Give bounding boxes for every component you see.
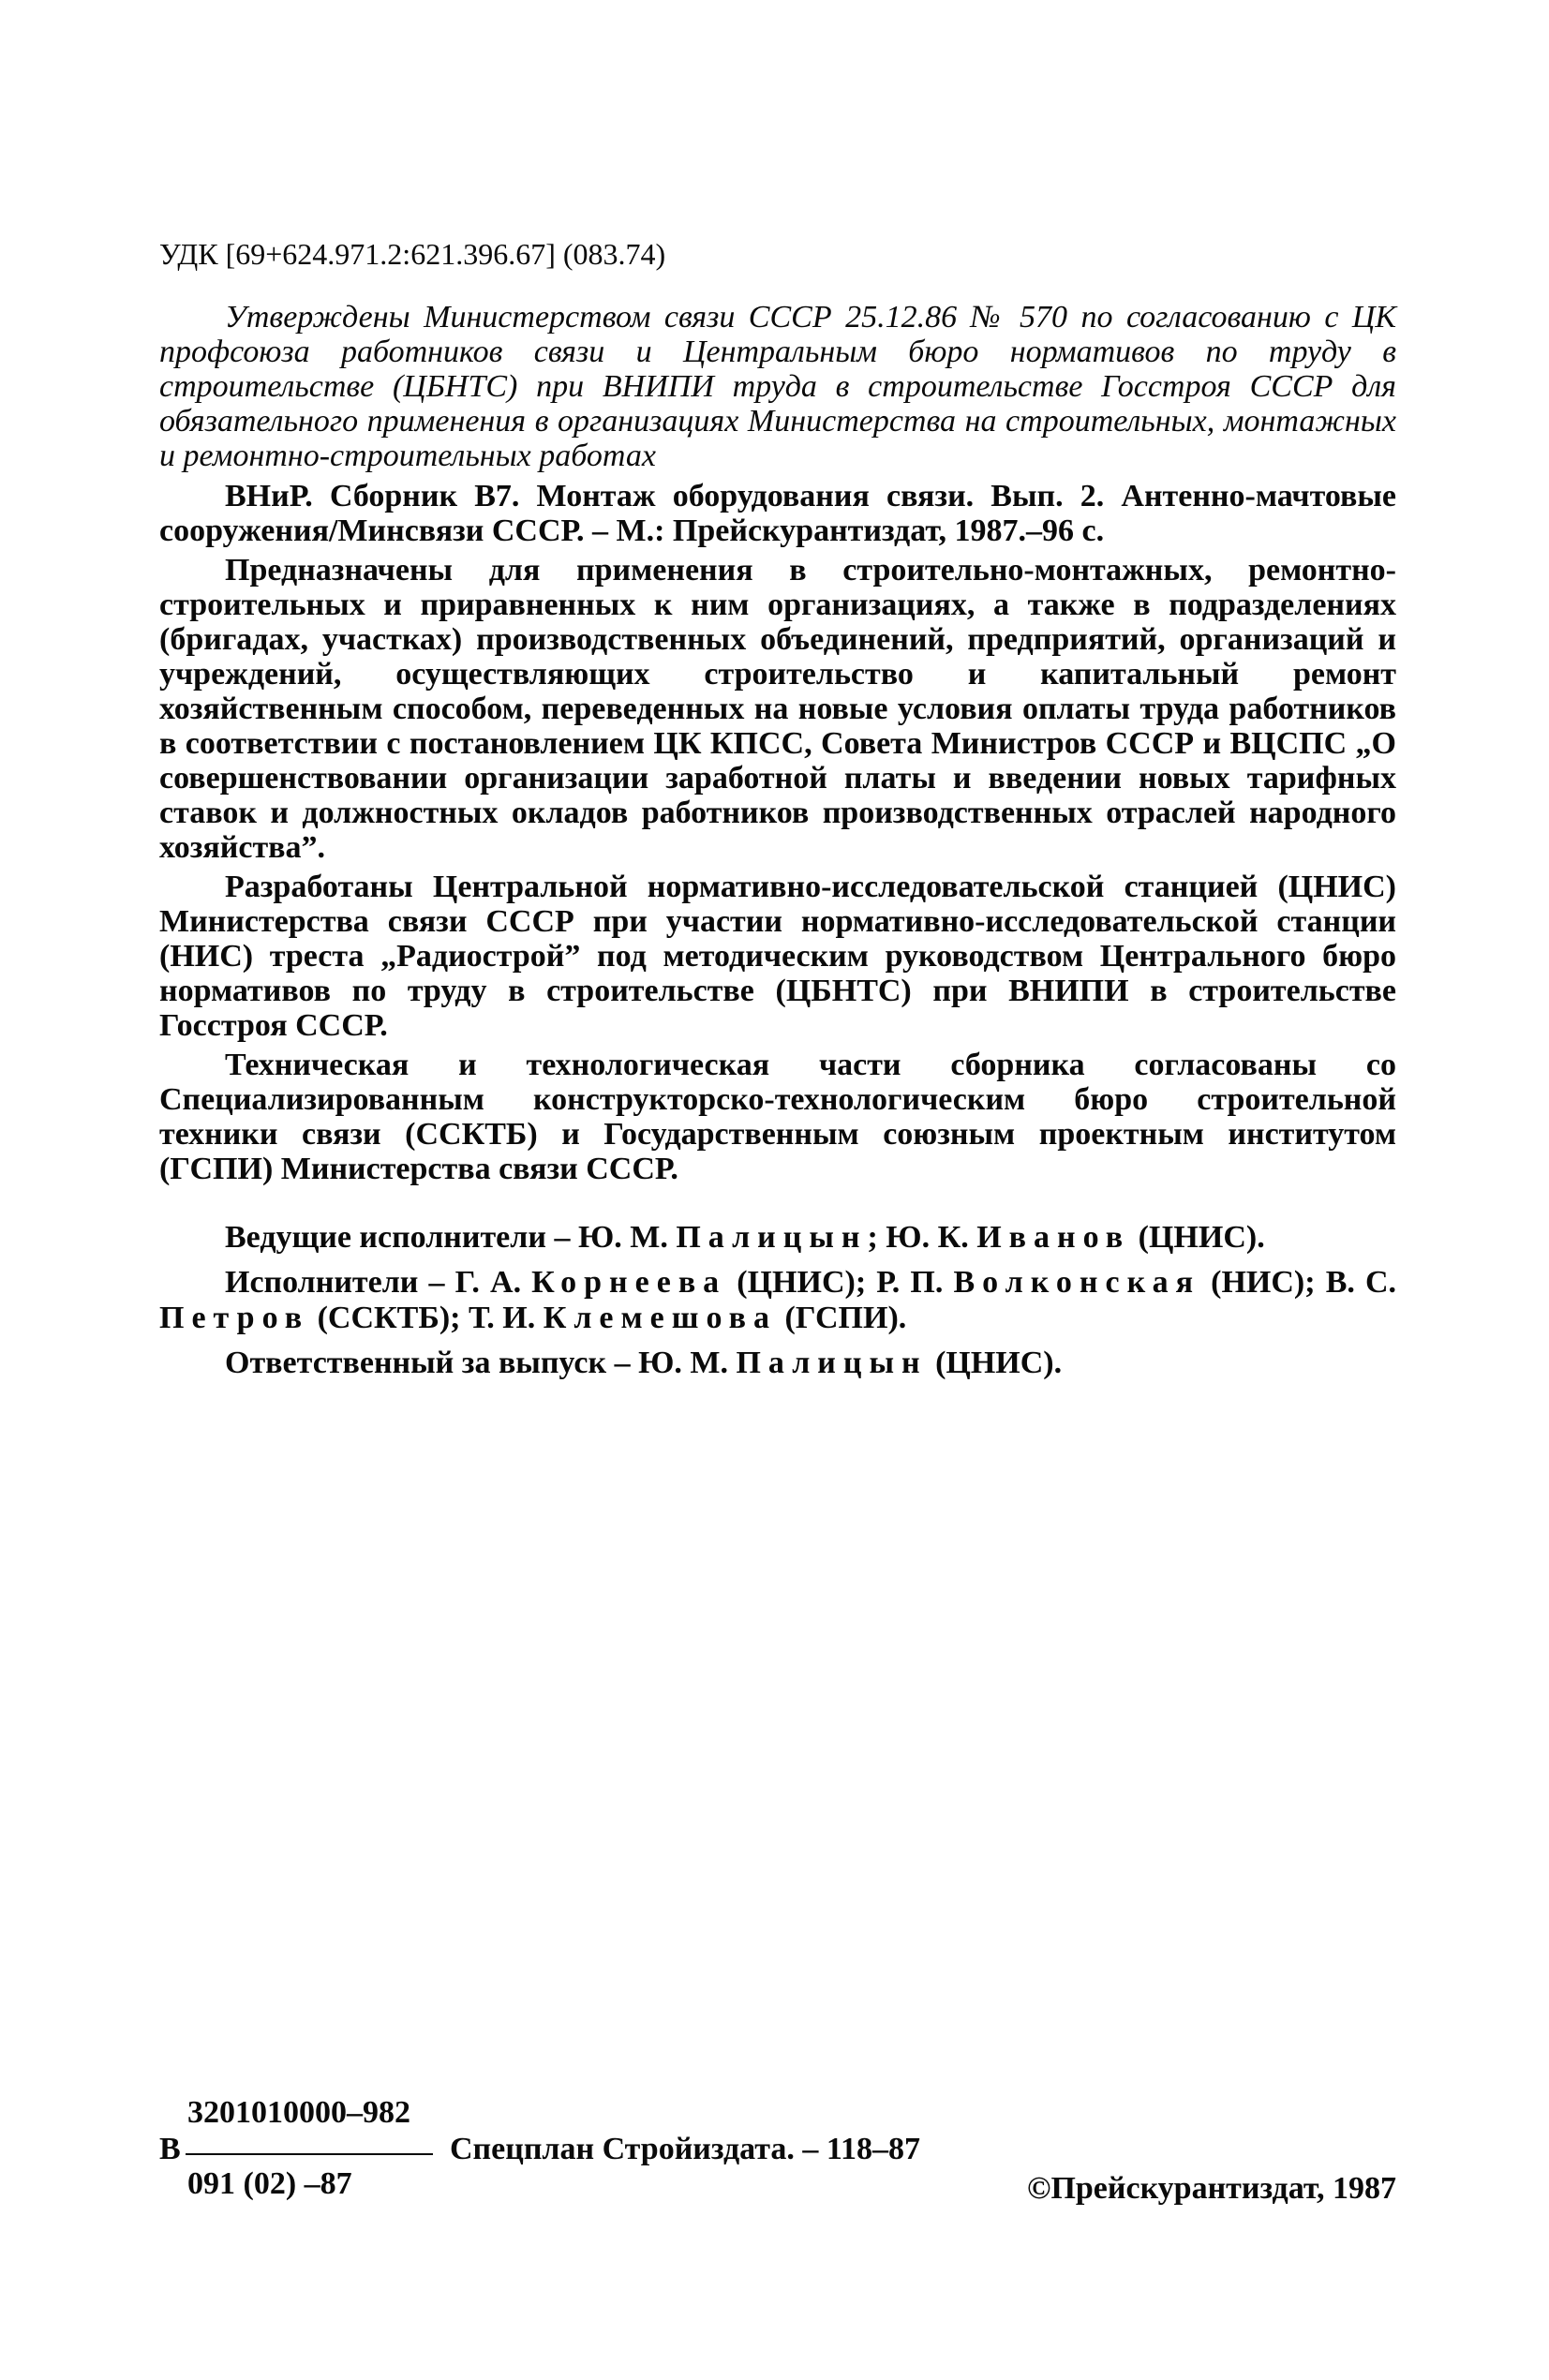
executor-initials: Ю. М. xyxy=(638,1346,737,1380)
executor-initials: Ю. М. xyxy=(577,1220,677,1255)
leading-executors-label: Ведущие исполнители – xyxy=(225,1220,578,1255)
executor-name: Палицын xyxy=(736,1346,928,1380)
catalog-index xyxy=(159,2090,1003,2211)
executor-org: (ЦНИС). xyxy=(927,1346,1063,1380)
document-body xyxy=(159,300,1396,1391)
separator: ; xyxy=(867,1220,886,1255)
executor-org: (НИС); xyxy=(1200,1265,1326,1300)
executor-org: (ССКТБ); xyxy=(309,1301,469,1335)
approval-note: Утверждены Министерством связи СССР 25.12.86 № 570 по согласованию с ЦК профсоюза работников связи и Центральным бюро нормативов по труду в строительстве (ЦБНТС) при ВНИПИ труда в строительстве Госстроя СССР для обязательного применения в организациях Министерства на строительных, монтажных и ремонтно-строительных работах xyxy=(159,300,1396,473)
leading-executors xyxy=(159,1220,1396,1256)
copyright-notice: ©Прейскурантиздат, 1987 xyxy=(1027,2171,1396,2206)
executor-name: Клемешова xyxy=(543,1301,777,1335)
executor-org: (ЦНИС); xyxy=(726,1265,877,1300)
executors xyxy=(159,1265,1396,1336)
executor-initials: Ю. К. xyxy=(886,1220,977,1255)
developers-paragraph: Разработаны Центральной нормативно-исследовательской станцией (ЦНИС) Министерства связи СССР при участии нормативно-исследовательской станции (НИС) треста „Радиострой” под методическим руководством Центрального бюро нормативов по труду в строительстве (ЦБНТС) при ВНИПИ в строительстве Госстроя СССР. xyxy=(159,870,1396,1043)
executor-initials: В. С. xyxy=(1325,1265,1397,1300)
udk-code: УДК [69+624.971.2:621.396.67] (083.74) xyxy=(159,237,666,271)
executor-name: Палицын xyxy=(676,1220,868,1255)
catalog-fraction-line xyxy=(186,2153,433,2155)
responsible-label: Ответственный за выпуск – xyxy=(225,1346,639,1380)
executor-name: Иванов xyxy=(976,1220,1131,1255)
executor-initials: Т. И. xyxy=(468,1301,544,1335)
agreement-paragraph: Техническая и технологическая части сборника согласованы со Специализированным конструкторско-технологическим бюро строительной техники связи (ССКТБ) и Государственным союзным проектным институтом (ГСПИ) Министерства связи СССР. xyxy=(159,1048,1396,1186)
executor-initials: Г. А. xyxy=(454,1265,532,1300)
executor-name: Волконская xyxy=(953,1265,1201,1300)
catalog-denominator: 091 (02) –87 xyxy=(187,2166,352,2201)
executor-name: Корнеева xyxy=(531,1265,727,1300)
purpose-paragraph: Предназначены для применения в строительно-монтажных, ремонтно-строительных и приравненных к ним организациях, а также в подразделениях (бригадах, участках) производственных объединений, предприятий, организаций и учреждений, осуществляющих строительство и капитальный ремонт хозяйственным способом, переведенных на новые условия оплаты труда работников в соответствии с постановлением ЦК КПСС, Совета Министров СССР и ВЦСПС „О совершенствовании организации заработной платы и введении новых тарифных ставок и должностных окладов работников производственных отраслей народного хозяйства”. xyxy=(159,553,1396,865)
responsible-editor xyxy=(159,1346,1396,1381)
executors-label: Исполнители – xyxy=(225,1265,455,1300)
executor-org: (ГСПИ). xyxy=(777,1301,907,1335)
bibliographic-text: Сборник В7. Монтаж оборудования связи. Вып. 2. Антенно-мачтовые сооружения/Минсвязи СССР. – М.: Прейскурантиздат, 1987.–96 с. xyxy=(159,479,1396,548)
bibliographic-entry xyxy=(159,479,1396,548)
executor-org: (ЦНИС). xyxy=(1130,1220,1265,1255)
catalog-letter: В xyxy=(159,2132,181,2166)
catalog-numerator: 3201010000–982 xyxy=(187,2095,410,2130)
vnir-abbreviation: ВНиР. xyxy=(225,479,313,513)
executor-name: Петров xyxy=(159,1301,310,1335)
catalog-plan-text: Спецплан Стройиздата. – 118–87 xyxy=(450,2132,920,2166)
executor-initials: Р. П. xyxy=(876,1265,954,1300)
